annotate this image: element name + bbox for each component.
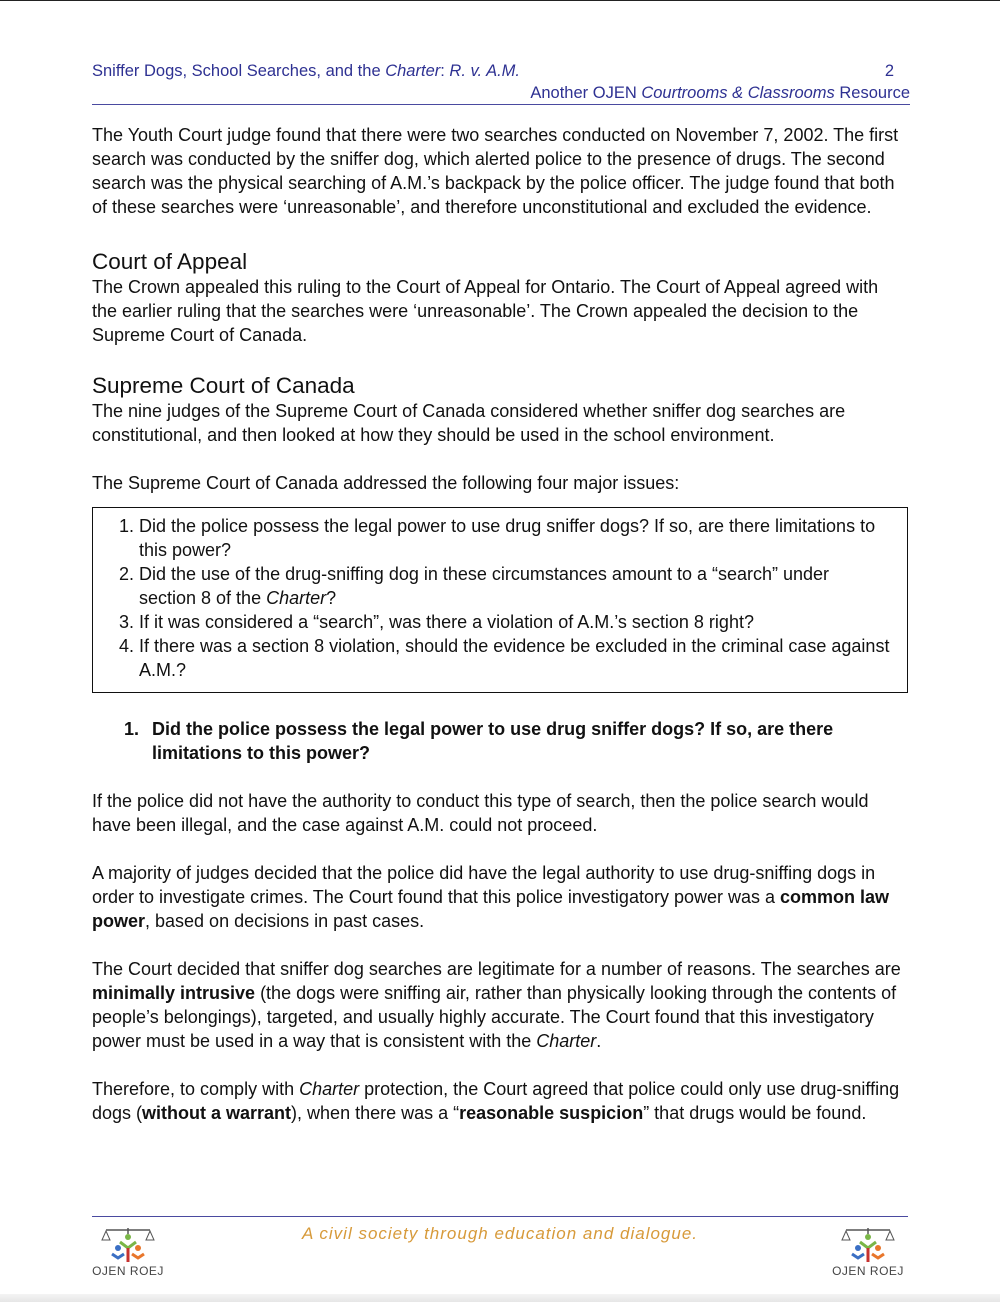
header-title: Sniffer Dogs, School Searches, and the Charter: R. v. A.M. <box>92 62 521 80</box>
court-of-appeal-heading: Court of Appeal <box>92 249 248 274</box>
issues-box <box>92 507 908 693</box>
page-number: 2 <box>884 62 894 80</box>
scales-people-icon <box>98 1226 158 1266</box>
question-1-number: 1. <box>124 719 140 739</box>
logo-text-right: OJEN ROEJ <box>832 1264 904 1278</box>
page-header <box>92 60 910 105</box>
issue-item-1: 1. Did the police possess the legal power to use drug sniffer dogs? If so, are there limitations to this power? <box>139 514 891 562</box>
supreme-court-paragraph: The nine judges of the Supreme Court of Canada considered whether sniffer dog searches are constitutional, and then looked at how they should be used in the school environment. <box>92 401 846 445</box>
scales-people-icon <box>838 1226 898 1266</box>
issue-item-3: 3. If it was considered a “search”, was there a violation of A.M.’s section 8 right? <box>139 610 891 634</box>
ojen-logo-right <box>828 1226 908 1282</box>
issues-intro: The Supreme Court of Canada addressed the following four major issues: <box>92 473 680 493</box>
page-bottom-edge <box>0 1294 1000 1302</box>
question-1-text: Did the police possess the legal power to use drug sniffer dogs? If so, are there limitations to this power? <box>152 719 834 763</box>
issue-item-4: 4. If there was a section 8 violation, should the evidence be excluded in the criminal case against A.M.? <box>139 634 891 682</box>
logo-text-left: OJEN ROEJ <box>92 1264 164 1278</box>
header-resource: Another OJEN Courtrooms & Classrooms Resource <box>530 84 910 102</box>
court-of-appeal-paragraph: The Crown appealed this ruling to the Court of Appeal for Ontario. The Court of Appeal agreed with the earlier ruling that the searches were ‘unreasonable’. The Crown appealed the decision to the Supreme Court of Canada. <box>92 277 879 345</box>
issues-list <box>109 514 891 682</box>
majority-paragraph: A majority of judges decided that the police did have the legal authority to use drug-sniffing dogs in order to investigate crimes. The Court found that this police investigatory power was a common law power, based on decisions in past cases. <box>92 863 890 931</box>
legitimate-paragraph: The Court decided that sniffer dog searches are legitimate for a number of reasons. The searches are minimally intrusive (the dogs were sniffing air, rather than physically looking through the contents of people’s belongings), targeted, and usually highly accurate. The Court found that this investigatory power must be used in a way that is consistent with the Charter. <box>92 959 901 1051</box>
question-1-heading <box>92 717 908 765</box>
top-border <box>0 0 1000 1</box>
ojen-logo-left <box>88 1226 168 1282</box>
authority-paragraph: If the police did not have the authority to conduct this type of search, then the police search would have been illegal, and the case against A.M. could not proceed. <box>92 791 869 835</box>
document-body <box>92 123 908 1125</box>
therefore-paragraph: Therefore, to comply with Charter protection, the Court agreed that police could only use drug-sniffing dogs (without a warrant), when there was a “reasonable suspicion” that drugs would be found. <box>92 1079 900 1123</box>
intro-paragraph: The Youth Court judge found that there were two searches conducted on November 7, 2002. The first search was conducted by the sniffer dog, which alerted police to the presence of drugs. The second search was the physical searching of A.M.’s backpack by the police officer. The judge found that both of these searches were ‘unreasonable’, and therefore unconstitutional and excluded the evidence. <box>92 125 899 217</box>
supreme-court-heading: Supreme Court of Canada <box>92 373 355 398</box>
issue-item-2: 2. Did the use of the drug-sniffing dog in these circumstances amount to a “search” under section 8 of the Charter? <box>139 562 891 610</box>
footer-divider <box>92 1216 908 1217</box>
footer-tagline: A civil society through education and dialogue. <box>301 1224 699 1243</box>
